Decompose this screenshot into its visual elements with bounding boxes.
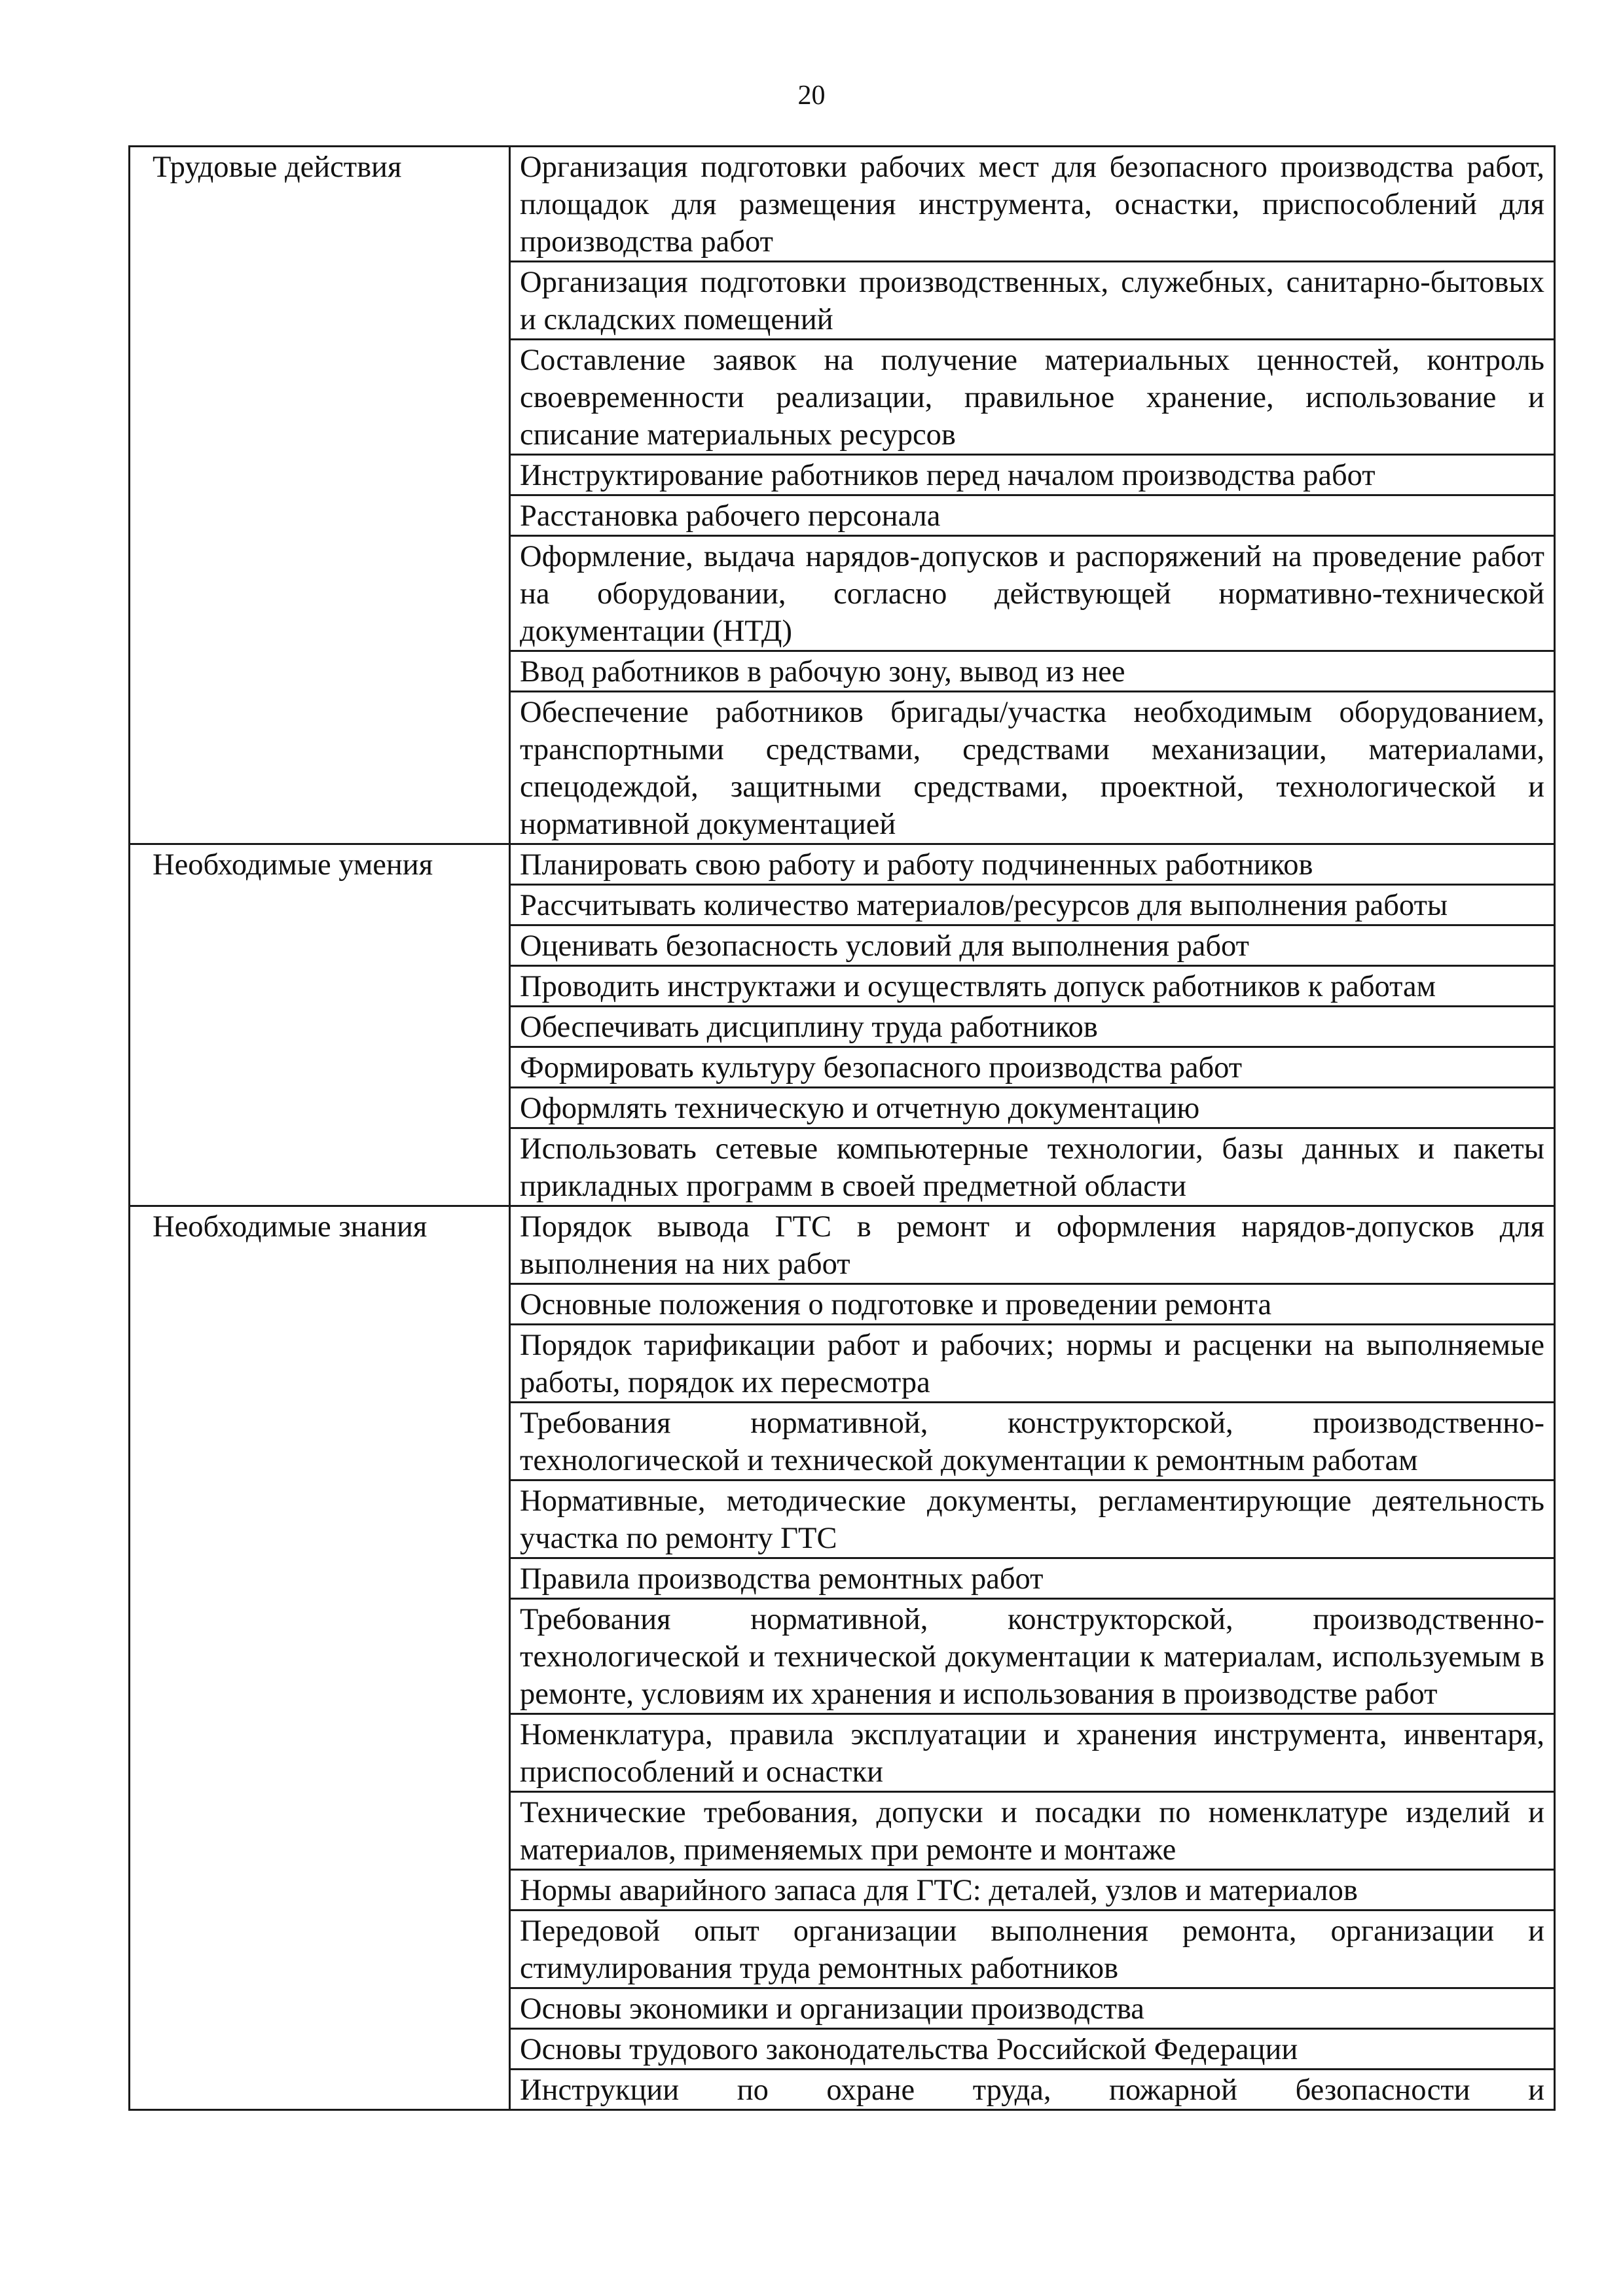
table-row <box>130 885 1555 925</box>
requirement-item: Правила производства ремонтных работ <box>510 1558 1555 1599</box>
table-row <box>130 1714 1555 1792</box>
table-row <box>130 147 1555 262</box>
category-cell <box>130 1792 510 1870</box>
requirement-item: Порядок тарификации работ и рабочих; нормы и расценки на выполняемые работы, порядок их пересмотра <box>510 1325 1555 1403</box>
table-row <box>130 455 1555 495</box>
category-cell <box>130 1284 510 1325</box>
table-row <box>130 2029 1555 2070</box>
category-cell <box>130 1480 510 1558</box>
table-row <box>130 925 1555 966</box>
category-cell <box>130 1403 510 1480</box>
category-label: Необходимые знания <box>130 1206 510 1284</box>
category-cell <box>130 340 510 455</box>
requirement-item: Основные положения о подготовке и проведении ремонта <box>510 1284 1555 1325</box>
category-cell <box>130 1047 510 1088</box>
table-row <box>130 495 1555 536</box>
category-cell <box>130 262 510 340</box>
qualification-table-body <box>130 147 1555 2110</box>
table-row <box>130 1599 1555 1714</box>
category-cell <box>130 692 510 844</box>
table-row <box>130 1007 1555 1047</box>
table-row <box>130 844 1555 885</box>
category-cell <box>130 1128 510 1206</box>
table-row <box>130 1910 1555 1988</box>
table-row <box>130 966 1555 1007</box>
category-cell <box>130 1007 510 1047</box>
requirement-item: Обеспечивать дисциплину труда работников <box>510 1007 1555 1047</box>
table-row <box>130 1870 1555 1910</box>
category-cell <box>130 536 510 651</box>
requirement-item: Планировать свою работу и работу подчиненных работников <box>510 844 1555 885</box>
category-cell <box>130 1558 510 1599</box>
category-cell <box>130 885 510 925</box>
qualification-table <box>128 145 1556 2111</box>
category-cell <box>130 651 510 692</box>
category-cell <box>130 495 510 536</box>
table-row <box>130 1403 1555 1480</box>
requirement-item: Ввод работников в рабочую зону, вывод из нее <box>510 651 1555 692</box>
requirement-item: Рассчитывать количество материалов/ресурсов для выполнения работы <box>510 885 1555 925</box>
requirement-item: Проводить инструктажи и осуществлять допуск работников к работам <box>510 966 1555 1007</box>
category-label: Трудовые действия <box>130 147 510 262</box>
requirement-item: Инструкции по охране труда, пожарной безопасности и <box>510 2070 1555 2110</box>
table-row <box>130 1284 1555 1325</box>
category-cell <box>130 455 510 495</box>
requirement-item: Требования нормативной, конструкторской, производственно-технологической и технической документации к материалам, используемым в ремонте, условиям их хранения и использования в производстве работ <box>510 1599 1555 1714</box>
table-row <box>130 651 1555 692</box>
category-cell <box>130 925 510 966</box>
category-cell <box>130 1325 510 1403</box>
requirement-item: Использовать сетевые компьютерные технологии, базы данных и пакеты прикладных программ в своей предметной области <box>510 1128 1555 1206</box>
requirement-item: Организация подготовки рабочих мест для безопасного производства работ, площадок для размещения инструмента, оснастки, приспособлений для производства работ <box>510 147 1555 262</box>
category-cell <box>130 966 510 1007</box>
category-cell <box>130 1088 510 1128</box>
category-cell <box>130 1988 510 2029</box>
requirement-item: Обеспечение работников бригады/участка необходимым оборудованием, транспортными средствами, средствами механизации, материалами, спецодеждой, защитными средствами, проектной, технологической и нормативной документацией <box>510 692 1555 844</box>
table-row <box>130 1325 1555 1403</box>
requirement-item: Требования нормативной, конструкторской, производственно-технологической и технической документации к ремонтным работам <box>510 1403 1555 1480</box>
requirement-item: Оценивать безопасность условий для выполнения работ <box>510 925 1555 966</box>
requirement-item: Основы экономики и организации производства <box>510 1988 1555 2029</box>
category-cell <box>130 2029 510 2070</box>
requirement-item: Оформление, выдача нарядов-допусков и распоряжений на проведение работ на оборудовании, согласно действующей нормативно-технической документации (НТД) <box>510 536 1555 651</box>
table-row <box>130 692 1555 844</box>
requirement-item: Формировать культуру безопасного производства работ <box>510 1047 1555 1088</box>
table-row <box>130 2070 1555 2110</box>
table-row <box>130 1988 1555 2029</box>
table-row <box>130 536 1555 651</box>
requirement-item: Оформлять техническую и отчетную документацию <box>510 1088 1555 1128</box>
requirement-item: Организация подготовки производственных, служебных, санитарно-бытовых и складских помещений <box>510 262 1555 340</box>
requirement-item: Нормы аварийного запаса для ГТС: деталей, узлов и материалов <box>510 1870 1555 1910</box>
requirement-item: Инструктирование работников перед началом производства работ <box>510 455 1555 495</box>
table-row <box>130 340 1555 455</box>
category-label: Необходимые умения <box>130 844 510 885</box>
category-cell <box>130 2070 510 2110</box>
table-row <box>130 1558 1555 1599</box>
requirement-item: Нормативные, методические документы, регламентирующие деятельность участка по ремонту ГТС <box>510 1480 1555 1558</box>
category-cell <box>130 1714 510 1792</box>
table-row <box>130 1480 1555 1558</box>
requirement-item: Составление заявок на получение материальных ценностей, контроль своевременности реализации, правильное хранение, использование и списание материальных ресурсов <box>510 340 1555 455</box>
requirement-item: Номенклатура, правила эксплуатации и хранения инструмента, инвентаря, приспособлений и оснастки <box>510 1714 1555 1792</box>
requirement-item: Порядок вывода ГТС в ремонт и оформления нарядов-допусков для выполнения на них работ <box>510 1206 1555 1284</box>
table-row <box>130 1128 1555 1206</box>
table-row <box>130 1792 1555 1870</box>
table-row <box>130 1088 1555 1128</box>
table-row <box>130 262 1555 340</box>
requirement-item: Технические требования, допуски и посадки по номенклатуре изделий и материалов, применяемых при ремонте и монтаже <box>510 1792 1555 1870</box>
category-cell <box>130 1910 510 1988</box>
requirement-item: Расстановка рабочего персонала <box>510 495 1555 536</box>
category-cell <box>130 1870 510 1910</box>
table-row <box>130 1047 1555 1088</box>
page-number: 20 <box>797 81 826 111</box>
requirement-item: Основы трудового законодательства Российской Федерации <box>510 2029 1555 2070</box>
category-cell <box>130 1599 510 1714</box>
table-row <box>130 1206 1555 1284</box>
requirement-item: Передовой опыт организации выполнения ремонта, организации и стимулирования труда ремонтных работников <box>510 1910 1555 1988</box>
